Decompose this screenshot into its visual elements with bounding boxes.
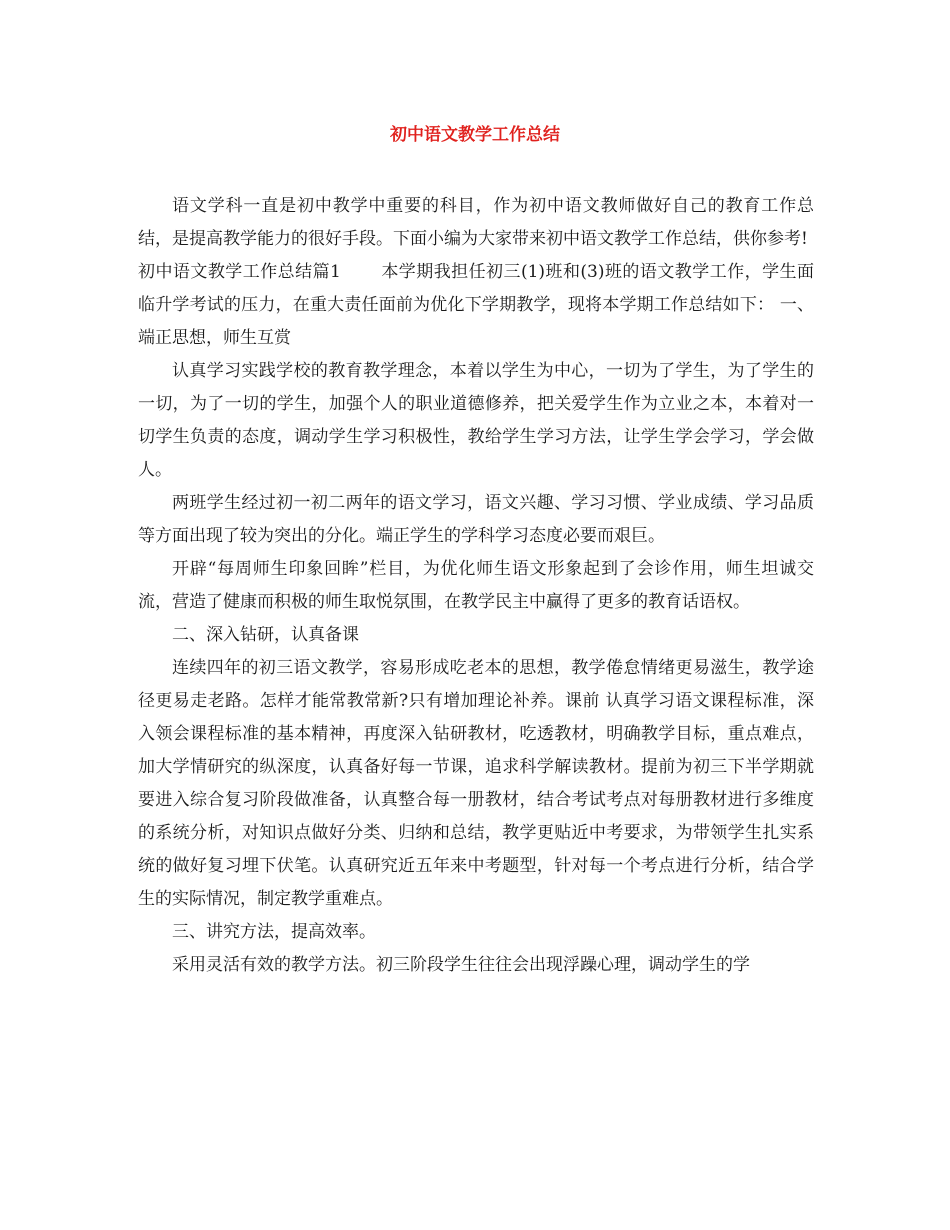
section-intro: 本学期我担任初三(1)班和(3)班的语文教学工作，学生面临升学考试的压力，在重大责任面前为优化下学期教学，现将本学期工作总结如下： (138, 262, 814, 315)
paragraph-5: 采用灵活有效的教学方法。初三阶段学生往往会出现浮躁心理，调动学生的学 (172, 955, 750, 975)
heading-1: 一、端正思想，师生互赏 (138, 295, 815, 348)
intro-paragraph: 语文学科一直是初中教学中重要的科目，作为初中语文教师做好自己的教育工作总结，是提高教学能力的很好手段。下面小编为大家带来初中语文教学工作总结，供你参考! (138, 196, 814, 249)
heading-2: 二、深入钻研，认真备课 (172, 625, 359, 645)
page-title: 初中语文教学工作总结 (390, 125, 560, 145)
section-paragraph (138, 256, 814, 355)
document-body (138, 190, 814, 982)
paragraph-3: 开辟“每周师生印象回眸”栏目，为优化师生语文形象起到了会诊作用，师生坦诚交流，营造了健康而积极的师生取悦氛围，在教学民主中赢得了更多的教育话语权。 (138, 559, 814, 612)
section-label: 初中语文教学工作总结篇1 (138, 262, 341, 282)
paragraph-1: 认真学习实践学校的教育教学理念，本着以学生为中心，一切为了学生，为了学生的一切，为了一切的学生，加强个人的职业道德修养，把关爱学生作为立业之本，本着对一切学生负责的态度，调动学生学习积极性，教给学生学习方法，让学生学会学习，学会做人。 (138, 361, 814, 480)
paragraph-4: 连续四年的初三语文教学，容易形成吃老本的思想，教学倦怠情绪更易滋生，教学途径更易走老路。怎样才能常教常新?只有增加理论补养。课前 认真学习语文课程标准，深入领会课程标准的基本精神，再度深入钻研教材，吃透教材，明确教学目标，重点难点，加大学情研究的纵深度，认真备好每一节课，追求科学解读教材。提前为初三下半学期就要进入综合复习阶段做准备，认真整合每一册教材，结合考试考点对每册教材进行多维度的系统分析，对知识点做好分类、归纳和总结，教学更贴近中考要求，为带领学生扎实系统的做好复习埋下伏笔。认真研究近五年来中考题型，针对每一个考点进行分析，结合学生的实际情况，制定教学重难点。 (138, 658, 814, 909)
paragraph-2: 两班学生经过初一初二两年的语文学习，语文兴趣、学习习惯、学业成绩、学习品质等方面出现了较为突出的分化。端正学生的学科学习态度必要而艰巨。 (138, 493, 814, 546)
heading-3: 三、讲究方法，提高效率。 (172, 922, 376, 942)
